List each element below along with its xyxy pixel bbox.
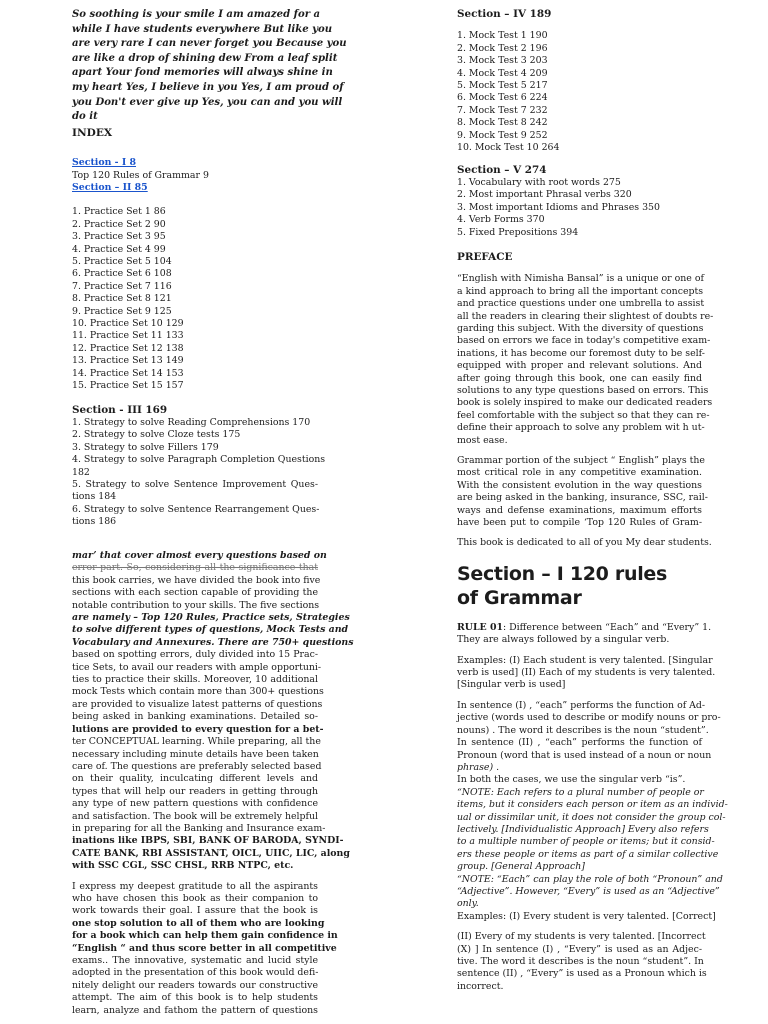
text-line: tive. The word it describes is the noun “student”. In: [457, 956, 704, 967]
list-item: 7. Mock Test 7 232: [457, 104, 548, 116]
text-line: book is solely inspired to make our dedicated readers: [457, 397, 713, 409]
list-item: 14. Practice Set 14 153: [72, 367, 184, 379]
text-line: group. [General Approach]: [457, 861, 585, 873]
text-line: a kind approach to bring all the important concepts: [457, 285, 704, 297]
list-item: 7. Practice Set 7 116: [72, 280, 172, 292]
list-item: 6. Strategy to solve Sentence Rearrangement Ques-: [72, 503, 320, 515]
list-item: 2. Strategy to solve Cloze tests 175: [72, 429, 241, 441]
text-line: ter CONCEPTUAL learning. While preparing, all the: [72, 736, 321, 748]
text-line: (II) Every of my students is very talented. [Incorrect: [457, 931, 706, 943]
text-line: (X) ] In sentence (I) , “Every” is used as an Adjec-: [457, 943, 702, 955]
list-item: 4. Mock Test 4 209: [457, 67, 548, 79]
text-line: based on errors we face in today's competitive exam-: [457, 335, 711, 347]
text-line: work towards their goal. I assure that the book is: [72, 905, 318, 917]
poem-line: are very rare I can never forget you Because you: [72, 38, 347, 50]
text-line: equipped with proper and relevant solutions. And: [457, 360, 702, 372]
list-item: 1. Mock Test 1 190: [457, 30, 548, 42]
text-line: solutions to any type questions based on errors. This: [457, 384, 709, 396]
text-line: define their approach to solve any problem wit h ut-: [457, 422, 705, 434]
text-line: Vocabulary and Annexures. There are 750+ questions: [72, 636, 354, 648]
left-column-top: [72, 8, 347, 529]
text-line: In sentence (I) , “each” performs the function of Ad-: [457, 699, 706, 711]
text-line: lectively. [Individualistic Approach] Every also refers: [457, 823, 709, 835]
text-line: ways and defense examinations, maximum efforts: [457, 504, 702, 516]
explanation: [457, 699, 721, 787]
dedication-poem: [72, 8, 347, 125]
list-item: 10. Practice Set 10 129: [72, 318, 184, 330]
text-line: nitely delight our readers towards our constructive: [72, 979, 318, 991]
text-line: “NOTE: “Each” can play the role of both “Pronoun” and: [457, 873, 723, 885]
text-line: items, but it considers each person or item as an individ-: [457, 799, 728, 811]
text-line: types that will help our readers in getting through: [72, 785, 318, 797]
text-line: ual or dissimilar unit, it does not consider the group col-: [457, 811, 726, 823]
list-item: 10. Mock Test 10 264: [457, 142, 560, 154]
list-item: 2. Practice Set 2 90: [72, 218, 166, 230]
poem-line: are like a drop of shining dew From a leaf split: [72, 52, 338, 64]
list-item: 2. Most important Phrasal verbs 320: [457, 189, 632, 201]
list-item: 8. Mock Test 8 242: [457, 117, 548, 129]
text-line: this book carries, we have divided the book into five: [72, 574, 321, 586]
text-line: and satisfaction. The book will be extremely helpful: [72, 810, 319, 822]
list-item: 12. Practice Set 12 138: [72, 342, 184, 354]
text-line: lutions are provided to every question for a bet-: [72, 723, 324, 735]
text-line: exams.. The innovative, systematic and lucid style: [72, 955, 318, 966]
text-line: “English with Nimisha Bansal” is a unique or one of: [457, 273, 704, 285]
text-line: after going through this book, one can easily find: [457, 372, 702, 384]
examples: [457, 654, 716, 692]
practice-set-list: [72, 206, 318, 392]
text-line: “Adjective”. However, “Every” is used as an “Adjective”: [457, 885, 720, 897]
section-heading: Section – I 120 rules: [457, 562, 668, 585]
text-line: garding this subject. With the diversity of questions: [457, 322, 704, 334]
list-item: 4. Verb Forms 370: [457, 214, 545, 226]
text-line: nouns) . The word it describes is the noun “student”.: [457, 724, 709, 736]
text-line: I express my deepest gratitude to all the aspirants: [72, 880, 318, 892]
text-line: inations, it has become our foremost duty to be self-: [457, 347, 705, 359]
text-line: notable contribution to your skills. The five sections: [72, 599, 320, 611]
list-item: 6. Mock Test 6 224: [457, 92, 548, 104]
text-line: and practice questions under one umbrella to assist: [457, 298, 705, 310]
text-line: are being asked in the banking, insurance, SSC, rail-: [457, 492, 708, 504]
text-line: any type of new pattern questions with confidence: [72, 798, 318, 810]
list-item: 9. Mock Test 9 252: [457, 129, 548, 141]
dedication-line: This book is dedicated to all of you My dear students.: [457, 537, 712, 549]
list-item: tions 184: [72, 491, 117, 503]
section-2-link[interactable]: Section – II 85: [72, 181, 148, 193]
annexure-list: [457, 177, 702, 239]
left-column-bottom: [72, 550, 354, 1017]
poem-line: you Don't ever give up Yes, you can and you will: [72, 96, 343, 108]
list-item: 1. Strategy to solve Reading Comprehensions 170: [72, 416, 311, 428]
section-heading-line-2: of Grammar: [457, 586, 582, 609]
list-item: 11. Practice Set 11 133: [72, 330, 184, 342]
list-item: 3. Mock Test 3 203: [457, 55, 548, 67]
list-item: 8. Practice Set 8 121: [72, 293, 172, 305]
text-line: necessary including minute details have been taken: [72, 748, 319, 760]
mock-test-list: [457, 30, 702, 154]
list-item: 2. Mock Test 2 196: [457, 42, 548, 54]
section-1-item: Top 120 Rules of Grammar 9: [72, 169, 209, 181]
section-1-link[interactable]: Section - I 8: [72, 157, 136, 169]
text-line: only.: [457, 898, 479, 910]
text-line: one stop solution to all of them who are looking: [72, 917, 325, 929]
text-line: most critical role in any competitive examination.: [457, 467, 702, 479]
text-line: in preparing for all the Banking and Insurance exam-: [72, 822, 326, 834]
text-line: care of. The questions are preferably selected based: [72, 760, 322, 772]
text-line: based on spotting errors, duly divided into 15 Prac-: [72, 649, 318, 661]
text-line: on their quality, inculcating different levels and: [72, 773, 318, 785]
text-line: are provided to visualize latest patterns of questions: [72, 698, 323, 710]
text-line: Examples: (I) Each student is very talented. [Singular: [457, 654, 713, 666]
text-line: are namely – Top 120 Rules, Practice sets, Strategies: [72, 612, 350, 624]
list-item: 13. Practice Set 13 149: [72, 355, 184, 367]
right-column: [457, 8, 728, 993]
poem-line: my heart Yes, I believe in you Yes, I am proud of: [72, 81, 344, 93]
text-line: With the consistent evolution in the way questions: [457, 479, 702, 491]
text-line: most ease.: [457, 434, 508, 446]
preface-paragraph-1: [457, 273, 714, 447]
text-line: incorrect.: [457, 980, 504, 992]
rule-01: [457, 621, 712, 647]
poem-line: apart Your fond memories will always shine in: [72, 67, 333, 79]
text-line: inations like IBPS, SBI, BANK OF BARODA, SYNDI-: [72, 835, 344, 847]
strategy-list: [72, 416, 326, 529]
preface-continued: [72, 550, 354, 873]
text-line: jective (words used to describe or modify nouns or pro-: [457, 712, 721, 724]
text-line: to a multiple number of people or items; but it consid-: [457, 836, 715, 848]
text-line: feel comfortable with the subject so that they can re-: [457, 409, 710, 421]
index-title: INDEX: [72, 126, 113, 139]
gratitude-paragraph: [72, 880, 338, 1017]
text-line: sentence (II) , “Every” is used as a Pronoun which is: [457, 968, 707, 980]
list-item: 1. Vocabulary with root words 275: [457, 176, 621, 188]
text-line: ties to practice their skills. Moreover, 10 additional: [72, 674, 318, 686]
text-line: who have chosen this book as their companion to: [72, 892, 318, 904]
text-line: [Singular verb is used]: [457, 679, 566, 691]
preface-paragraph-2: [457, 455, 708, 529]
text-line: mar’ that cover almost every questions based on: [72, 550, 327, 561]
section-4-title: Section – IV 189: [457, 8, 552, 20]
text-line: mock Tests which contain more than 300+ questions: [72, 686, 324, 698]
list-item: 9. Practice Set 9 125: [72, 305, 172, 317]
text-line: have been put to compile ‘Top 120 Rules of Gram-: [457, 517, 702, 529]
text-line: “NOTE: Each refers to a plural number of people or: [457, 786, 704, 798]
list-item: 3. Most important Idioms and Phrases 350: [457, 201, 660, 213]
text-line: adopted in the presentation of this book would defi-: [72, 967, 319, 979]
text-line: attempt. The aim of this book is to help students: [72, 992, 318, 1004]
text-line: learn, analyze and fathom the pattern of questions: [72, 1004, 318, 1016]
list-item: 4. Practice Set 4 99: [72, 243, 166, 255]
text-line: for a book which can help them gain confidence in: [72, 930, 338, 942]
rule-label: RULE 01: [457, 621, 504, 633]
note-2: [457, 873, 723, 924]
section-3-title: Section - III 169: [72, 404, 168, 417]
text-line: ers these people or items as part of a similar collective: [457, 848, 719, 860]
text-line: Pronoun (word that is used instead of a noun or noun: [457, 749, 712, 761]
rule-line: RULE 01: Difference between “Each” and “Every” 1.: [457, 621, 712, 633]
poem-line: So soothing is your smile I am amazed for a: [72, 9, 321, 20]
text-line: to solve different types of questions, Mock Tests and: [72, 624, 349, 636]
list-item: 5. Mock Test 5 217: [457, 80, 548, 92]
note-1: [457, 786, 728, 874]
text-line: phrase) .: [457, 761, 500, 773]
list-item: 5. Fixed Prepositions 394: [457, 226, 579, 238]
text-line: tice Sets, to avail our readers with ample opportuni-: [72, 661, 322, 673]
preface-title: PREFACE: [457, 250, 513, 263]
text-line: “English “ and thus score better in all competitive: [72, 942, 337, 954]
text-line: In both the cases, we use the singular verb “is”.: [457, 774, 686, 786]
list-item: 5. Strategy to solve Sentence Improvement Ques-: [72, 478, 318, 490]
text-line: Examples: (I) Every student is very talented. [Correct]: [457, 910, 716, 922]
text-line: being asked in banking examinations. Detailed so-: [72, 711, 318, 723]
text-line: In sentence (II) , “each” performs the function of: [457, 737, 702, 749]
section-5-title: Section – V 274: [457, 164, 547, 177]
list-item: 15. Practice Set 15 157: [72, 380, 184, 392]
list-item: tions 186: [72, 516, 117, 528]
text-line: error part. So, considering all the significance that: [72, 562, 318, 574]
poem-line: do it: [72, 111, 98, 123]
list-item: 6. Practice Set 6 108: [72, 268, 172, 280]
list-item: 182: [72, 466, 90, 478]
text-line: verb is used] (II) Each of my students is very talented.: [457, 667, 716, 679]
final-paragraph: [457, 931, 707, 993]
text-line: sections with each section capable of providing the: [72, 587, 318, 599]
list-item: 3. Practice Set 3 95: [72, 231, 166, 243]
list-item: 4. Strategy to solve Paragraph Completion Questions: [72, 454, 326, 466]
rule-line: They are always followed by a singular verb.: [457, 634, 670, 646]
text-line: with SSC CGL, SSC CHSL, RRB NTPC, etc.: [72, 860, 294, 872]
list-item: 1. Practice Set 1 86: [72, 206, 166, 218]
text-line: Grammar portion of the subject “ English” plays the: [457, 455, 705, 466]
text-line: CATE BANK, RBI ASSISTANT, OICL, UIIC, LIC, along: [72, 847, 350, 859]
list-item: 5. Practice Set 5 104: [72, 256, 172, 267]
poem-line: while I have students everywhere But like you: [72, 23, 333, 35]
list-item: 3. Strategy to solve Fillers 179: [72, 441, 219, 453]
text-line: all the readers in clearing their slightest of doubts re-: [457, 310, 714, 322]
